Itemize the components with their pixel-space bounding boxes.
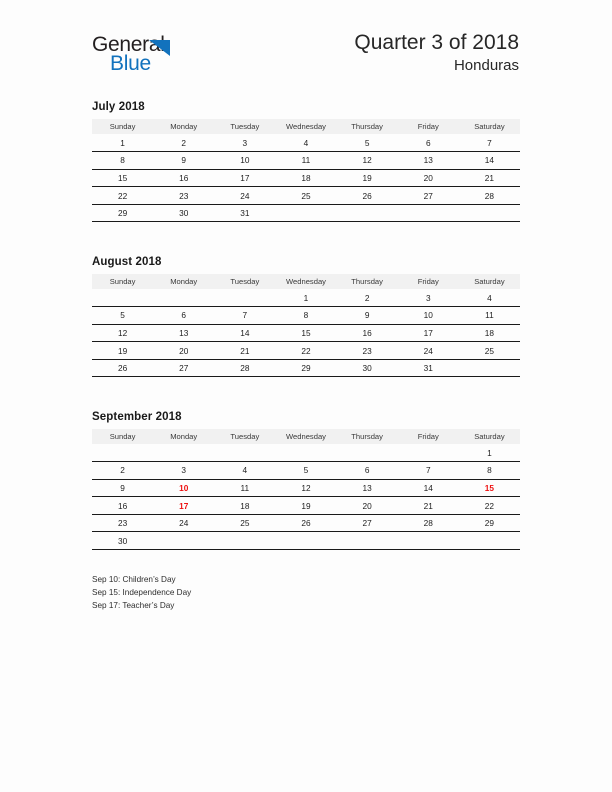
day-cell[interactable]: 25 (459, 342, 520, 360)
day-cell[interactable]: 5 (275, 462, 336, 480)
day-cell[interactable]: 28 (398, 514, 459, 532)
day-cell[interactable]: 6 (153, 307, 214, 325)
day-cell[interactable]: 28 (214, 359, 275, 377)
day-cell[interactable]: 4 (487, 292, 492, 303)
weekday-header-friday: Friday (398, 429, 459, 444)
day-cell[interactable]: 25 (275, 187, 336, 205)
page-subtitle: Honduras (453, 57, 519, 74)
day-cell[interactable]: 18 (275, 169, 336, 187)
page-title: Quarter 3 of 2018 (354, 31, 519, 54)
month-title: August 2018 (92, 256, 162, 268)
day-cell[interactable]: 22 (459, 497, 520, 515)
day-cell[interactable]: 2 (92, 462, 153, 480)
day-cell[interactable]: 29 (459, 514, 520, 532)
day-cell[interactable]: 31 (398, 359, 459, 377)
weekday-header-wednesday: Wednesday (275, 274, 336, 289)
general-blue-logo[interactable] (92, 34, 192, 78)
day-cell[interactable]: 1 (487, 447, 492, 458)
day-cell[interactable]: 22 (275, 342, 336, 360)
day-cell[interactable]: 30 (92, 532, 153, 550)
day-cell[interactable]: 5 (92, 307, 153, 325)
day-cell[interactable]: 23 (337, 342, 398, 360)
weekday-header-thursday: Thursday (337, 119, 398, 134)
week-row (92, 169, 520, 187)
weekday-header-sunday: Sunday (92, 274, 153, 289)
weekday-header-row (92, 429, 520, 444)
week-row (92, 532, 520, 550)
day-cell-empty (459, 532, 520, 550)
day-cell[interactable]: 19 (275, 497, 336, 515)
day-cell-empty (92, 289, 153, 307)
week-row (92, 514, 520, 532)
day-cell-empty (459, 204, 520, 222)
day-cell[interactable]: 15 (275, 324, 336, 342)
month-body (92, 444, 520, 550)
day-cell-empty (398, 532, 459, 550)
month-block-august (92, 256, 520, 377)
week-row (92, 307, 520, 325)
day-cell[interactable]: 18 (459, 324, 520, 342)
day-cell[interactable]: 21 (459, 169, 520, 187)
weekday-header-friday: Friday (398, 274, 459, 289)
month-block-july (92, 101, 520, 222)
table-header-row (92, 119, 520, 134)
day-cell-empty (398, 444, 459, 462)
table-header-row (92, 429, 520, 444)
weekday-header-tuesday: Tuesday (214, 119, 275, 134)
day-cell[interactable]: 9 (153, 152, 214, 170)
day-cell-empty (337, 444, 398, 462)
day-cell[interactable]: 10 (398, 307, 459, 325)
weekday-header-thursday: Thursday (337, 274, 398, 289)
title-block (354, 30, 519, 76)
day-cell[interactable]: 7 (487, 137, 492, 148)
page-header (92, 30, 519, 88)
day-cell-empty (153, 532, 214, 550)
weekday-header-sunday: Sunday (92, 119, 153, 134)
day-cell[interactable]: 25 (214, 514, 275, 532)
month-title: July 2018 (92, 101, 145, 113)
day-cell[interactable]: 26 (275, 514, 336, 532)
day-cell[interactable]: 9 (337, 307, 398, 325)
weekday-header-tuesday: Tuesday (214, 274, 275, 289)
week-row (92, 134, 520, 152)
day-cell[interactable]: 9 (92, 479, 153, 497)
month-body (92, 134, 520, 222)
week-row (92, 479, 520, 497)
day-cell[interactable]: 1 (303, 292, 309, 303)
week-row (92, 187, 520, 205)
holiday-legend-item: Sep 10: Children’s Day (92, 575, 176, 584)
day-cell[interactable]: 13 (337, 479, 398, 497)
day-cell[interactable]: 28 (459, 187, 520, 205)
day-cell[interactable]: 13 (398, 152, 459, 170)
holiday-legend (92, 573, 392, 613)
weekday-header-tuesday: Tuesday (214, 429, 275, 444)
day-cell[interactable]: 11 (214, 479, 275, 497)
day-cell[interactable]: 8 (275, 307, 336, 325)
day-cell-empty (153, 289, 214, 307)
day-cell[interactable]: 27 (398, 187, 459, 205)
weekday-header-saturday: Saturday (459, 274, 520, 289)
day-cell[interactable]: 7 (398, 462, 459, 480)
day-cell[interactable]: 17 (214, 169, 275, 187)
week-row (92, 324, 520, 342)
day-cell[interactable]: 14 (459, 152, 520, 170)
weekday-header-saturday: Saturday (459, 429, 520, 444)
day-cell[interactable]: 23 (153, 187, 214, 205)
day-cell[interactable]: 20 (337, 497, 398, 515)
weekday-header-monday: Monday (153, 429, 214, 444)
weekday-header-monday: Monday (153, 274, 214, 289)
day-cell[interactable]: 29 (92, 204, 153, 222)
day-cell[interactable]: 23 (92, 514, 153, 532)
day-cell[interactable]: 8 (92, 152, 153, 170)
day-cell-empty (337, 204, 398, 222)
day-cell[interactable]: 13 (153, 324, 214, 342)
day-cell[interactable]: 27 (153, 359, 214, 377)
day-cell[interactable]: 19 (92, 342, 153, 360)
weekday-header-monday: Monday (153, 119, 214, 134)
day-cell-empty (275, 444, 336, 462)
day-cell[interactable]: 12 (275, 479, 336, 497)
day-cell-holiday[interactable]: 15 (459, 479, 520, 497)
month-body (92, 289, 520, 377)
month-block-september (92, 411, 520, 550)
week-row (92, 152, 520, 170)
day-cell[interactable]: 16 (337, 324, 398, 342)
week-row (92, 342, 520, 360)
day-cell[interactable]: 24 (398, 342, 459, 360)
day-cell[interactable]: 21 (398, 497, 459, 515)
day-cell[interactable]: 11 (275, 152, 336, 170)
day-cell[interactable]: 24 (153, 514, 214, 532)
day-cell[interactable]: 12 (92, 324, 153, 342)
day-cell-holiday[interactable]: 17 (153, 497, 214, 515)
day-cell[interactable]: 8 (459, 462, 520, 480)
day-cell[interactable]: 4 (303, 137, 309, 148)
day-cell[interactable]: 24 (214, 187, 275, 205)
day-cell[interactable]: 26 (337, 187, 398, 205)
day-cell[interactable]: 20 (398, 169, 459, 187)
day-cell[interactable]: 31 (214, 204, 275, 222)
day-cell[interactable]: 2 (364, 292, 370, 303)
day-cell[interactable]: 3 (425, 292, 431, 303)
weekday-header-thursday: Thursday (337, 429, 398, 444)
day-cell[interactable]: 14 (398, 479, 459, 497)
logo-text-blue: Blue (110, 52, 151, 75)
day-cell[interactable]: 27 (337, 514, 398, 532)
day-cell[interactable]: 14 (214, 324, 275, 342)
day-cell[interactable]: 29 (275, 359, 336, 377)
day-cell[interactable]: 20 (153, 342, 214, 360)
day-cell[interactable]: 5 (364, 137, 370, 148)
day-cell-empty (92, 444, 153, 462)
day-cell[interactable]: 6 (337, 462, 398, 480)
day-cell[interactable]: 3 (153, 462, 214, 480)
day-cell[interactable]: 10 (214, 152, 275, 170)
day-cell[interactable]: 12 (337, 152, 398, 170)
day-cell[interactable]: 11 (459, 307, 520, 325)
month-title: September 2018 (92, 411, 182, 423)
day-cell[interactable]: 6 (425, 137, 431, 148)
week-row (92, 204, 520, 222)
week-row (92, 462, 520, 480)
day-cell-empty (214, 532, 275, 550)
day-cell[interactable]: 3 (242, 137, 248, 148)
weekday-header-wednesday: Wednesday (275, 119, 336, 134)
day-cell[interactable]: 21 (214, 342, 275, 360)
day-cell-empty (398, 204, 459, 222)
weekday-header-saturday: Saturday (459, 119, 520, 134)
holiday-legend-item: Sep 15: Independence Day (92, 588, 192, 598)
week-row (92, 359, 520, 377)
day-cell-holiday[interactable]: 10 (153, 479, 214, 497)
month-calendar-table (92, 119, 520, 222)
table-header-row (92, 274, 520, 289)
logo-triangle-icon (149, 40, 170, 56)
weekday-header-wednesday: Wednesday (275, 429, 336, 444)
day-cell[interactable]: 30 (153, 204, 214, 222)
day-cell[interactable]: 26 (92, 359, 153, 377)
day-cell-empty (214, 444, 275, 462)
month-calendar-table (92, 274, 520, 377)
weekday-header-friday: Friday (398, 119, 459, 134)
day-cell-empty (459, 359, 520, 377)
weekday-header-row (92, 119, 520, 134)
month-calendar-table (92, 429, 520, 550)
day-cell-empty (275, 532, 336, 550)
weekday-header-row (92, 274, 520, 289)
day-cell[interactable]: 22 (92, 187, 153, 205)
logo-text-general: General (92, 33, 165, 56)
week-row (92, 444, 520, 462)
day-cell[interactable]: 15 (92, 169, 153, 187)
day-cell-empty (337, 532, 398, 550)
day-cell[interactable]: 16 (153, 169, 214, 187)
day-cell[interactable]: 30 (337, 359, 398, 377)
holiday-legend-item: Sep 17: Teacher’s Day (92, 601, 175, 611)
day-cell[interactable]: 17 (398, 324, 459, 342)
weekday-header-sunday: Sunday (92, 429, 153, 444)
day-cell[interactable]: 1 (120, 137, 125, 148)
week-row (92, 289, 520, 307)
day-cell[interactable]: 19 (337, 169, 398, 187)
day-cell[interactable]: 4 (214, 462, 275, 480)
day-cell[interactable]: 7 (214, 307, 275, 325)
day-cell-empty (214, 289, 275, 307)
day-cell-empty (275, 204, 336, 222)
day-cell[interactable]: 16 (92, 497, 153, 515)
day-cell[interactable]: 18 (214, 497, 275, 515)
week-row (92, 497, 520, 515)
day-cell-empty (153, 444, 214, 462)
day-cell[interactable]: 2 (181, 137, 187, 148)
